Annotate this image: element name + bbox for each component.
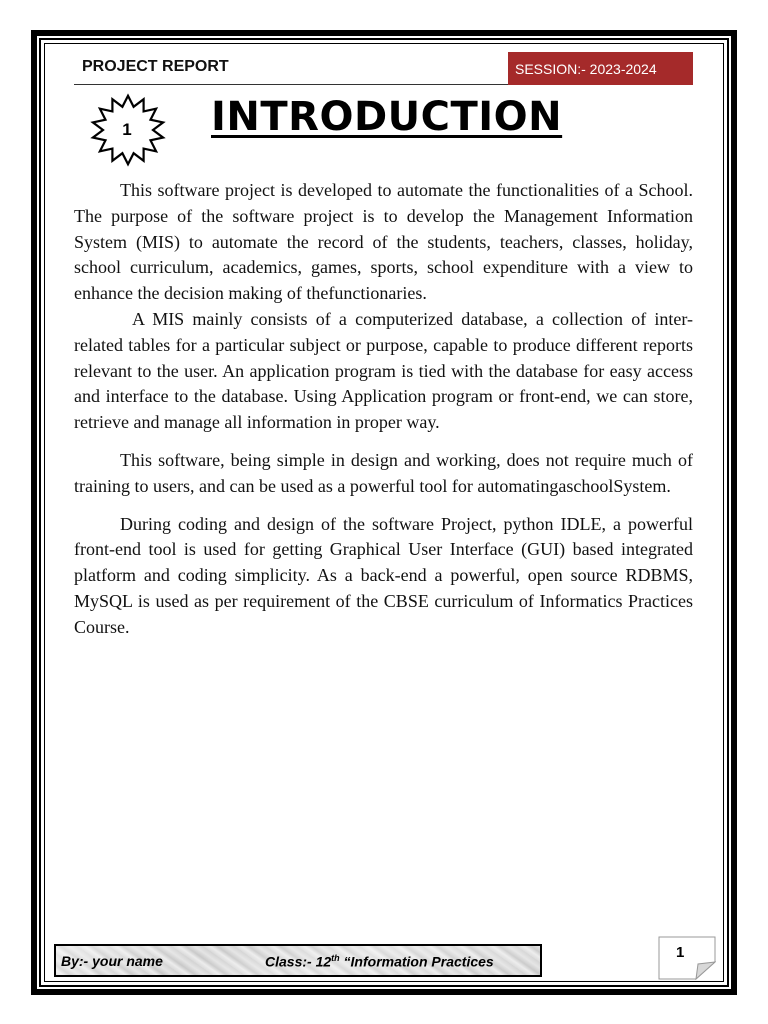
paragraph: This software project is developed to automate the functionalities of a School. The purpose of the software project is to develop the Management Information System (MIS) to automate the record of the students, teachers, classes, holiday, school curriculum, academics, games, sports, school expenditure with a view to enhance the decision making of thefunctionaries. [74,180,693,304]
paragraph: During coding and design of the software Project, python IDLE, a powerful front-end tool is used for getting Graphical User Interface (GUI) based integrated platform and coding simplicity. As a back-end a powerful, open source RDBMS, MySQL is used as per requirement of the CBSE curriculum of Informatics Practices Course. [74,513,693,637]
footer-class [265,953,494,970]
session-badge [508,52,693,85]
paragraph: This software, being simple in design and working, does not require much of training to users, and can be used as a powerful tool for automatingaschoolSystem. [74,449,693,496]
footer-class-subject: “Information Practices [339,953,494,970]
page-title: INTRODUCTION [211,94,563,140]
footer-class-prefix: Class:- 12 [265,953,332,970]
footer-bar [54,944,542,977]
session-label: SESSION:- 2023-2024 [515,60,657,77]
page-number: 1 [676,944,685,961]
header-divider [74,84,508,85]
footer-author: By:- your name [61,953,163,969]
section-number: 1 [122,120,132,139]
paragraph: A MIS mainly consists of a computerized database, a collection of inter-related tables for a particular subject or purpose, capable to produce different reports relevant to the user. An application program is tied with the database for easy access and interface to the database. Using Application program or front-end, we can store, retrieve and manage all information in proper way. [74,308,693,433]
page-corner-icon [658,936,716,980]
body-text [74,178,693,641]
header-title: PROJECT REPORT [82,58,229,75]
footer-class-superscript: th [331,953,340,963]
